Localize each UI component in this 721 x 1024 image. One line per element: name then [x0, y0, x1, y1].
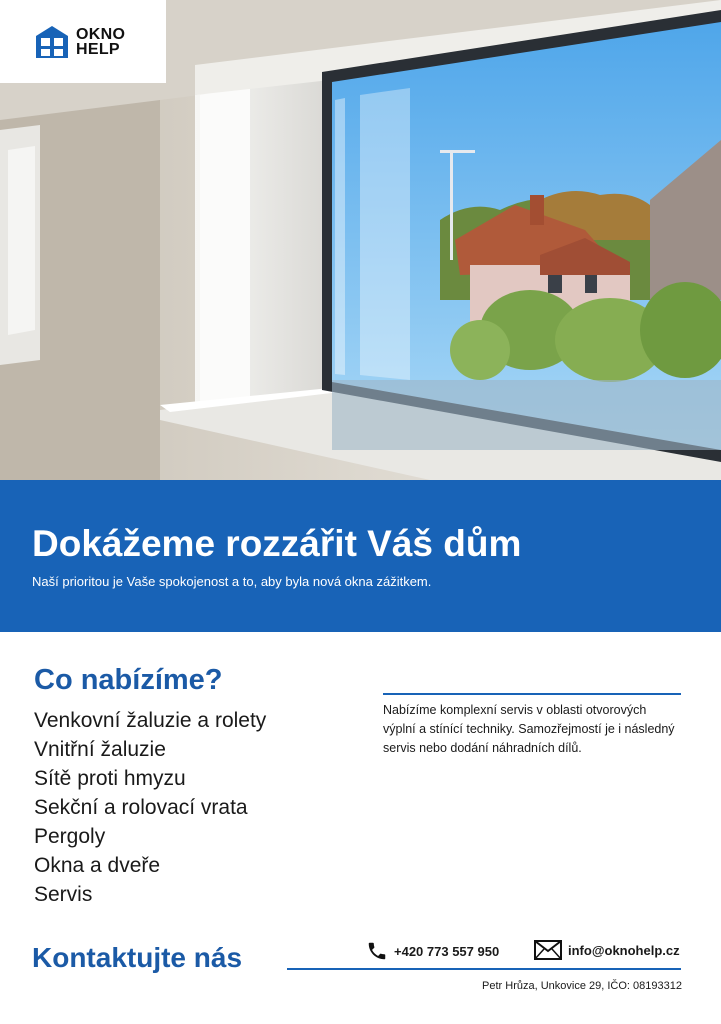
email-contact[interactable]	[534, 940, 680, 960]
company-address: Petr Hrůza, Unkovice 29, IČO: 08193312	[482, 980, 682, 992]
list-item: Vnitřní žaluzie	[34, 738, 166, 761]
offer-description: Nabízíme komplexní servis v oblasti otvorových výplní a stínící techniky. Samozřejmostí je i následný servis nebo dodání náhradních dílů.	[383, 693, 681, 758]
list-item: Servis	[34, 883, 93, 906]
list-item: Okna a dveře	[34, 854, 161, 877]
logo[interactable]	[0, 0, 166, 83]
list-item: Venkovní žaluzie a rolety	[34, 709, 267, 732]
contact-heading: Kontaktujte nás	[32, 942, 243, 973]
contact-divider	[287, 968, 681, 970]
headline-banner	[0, 480, 721, 632]
logo-line-2: HELP	[76, 40, 120, 58]
email-address[interactable]: info@oknohelp.cz	[568, 942, 680, 958]
logo-line-1: OKNO	[76, 25, 126, 43]
envelope-icon	[534, 940, 562, 960]
phone-contact[interactable]	[366, 940, 499, 962]
list-item: Sekční a rolovací vrata	[34, 796, 248, 819]
list-item: Pergoly	[34, 825, 106, 848]
phone-icon	[366, 940, 388, 962]
offer-heading: Co nabízíme?	[34, 664, 223, 696]
list-item: Sítě proti hmyzu	[34, 767, 186, 790]
banner-subline: Naší prioritou je Vaše spokojenost a to, aby byla nová okna zážitkem.	[32, 574, 432, 589]
house-window-icon	[34, 24, 70, 60]
logo-wordmark	[76, 27, 125, 57]
page-title: Dokážeme rozzářit Váš dům	[32, 523, 522, 564]
offer-list	[34, 706, 266, 909]
phone-number[interactable]: +420 773 557 950	[394, 943, 500, 959]
